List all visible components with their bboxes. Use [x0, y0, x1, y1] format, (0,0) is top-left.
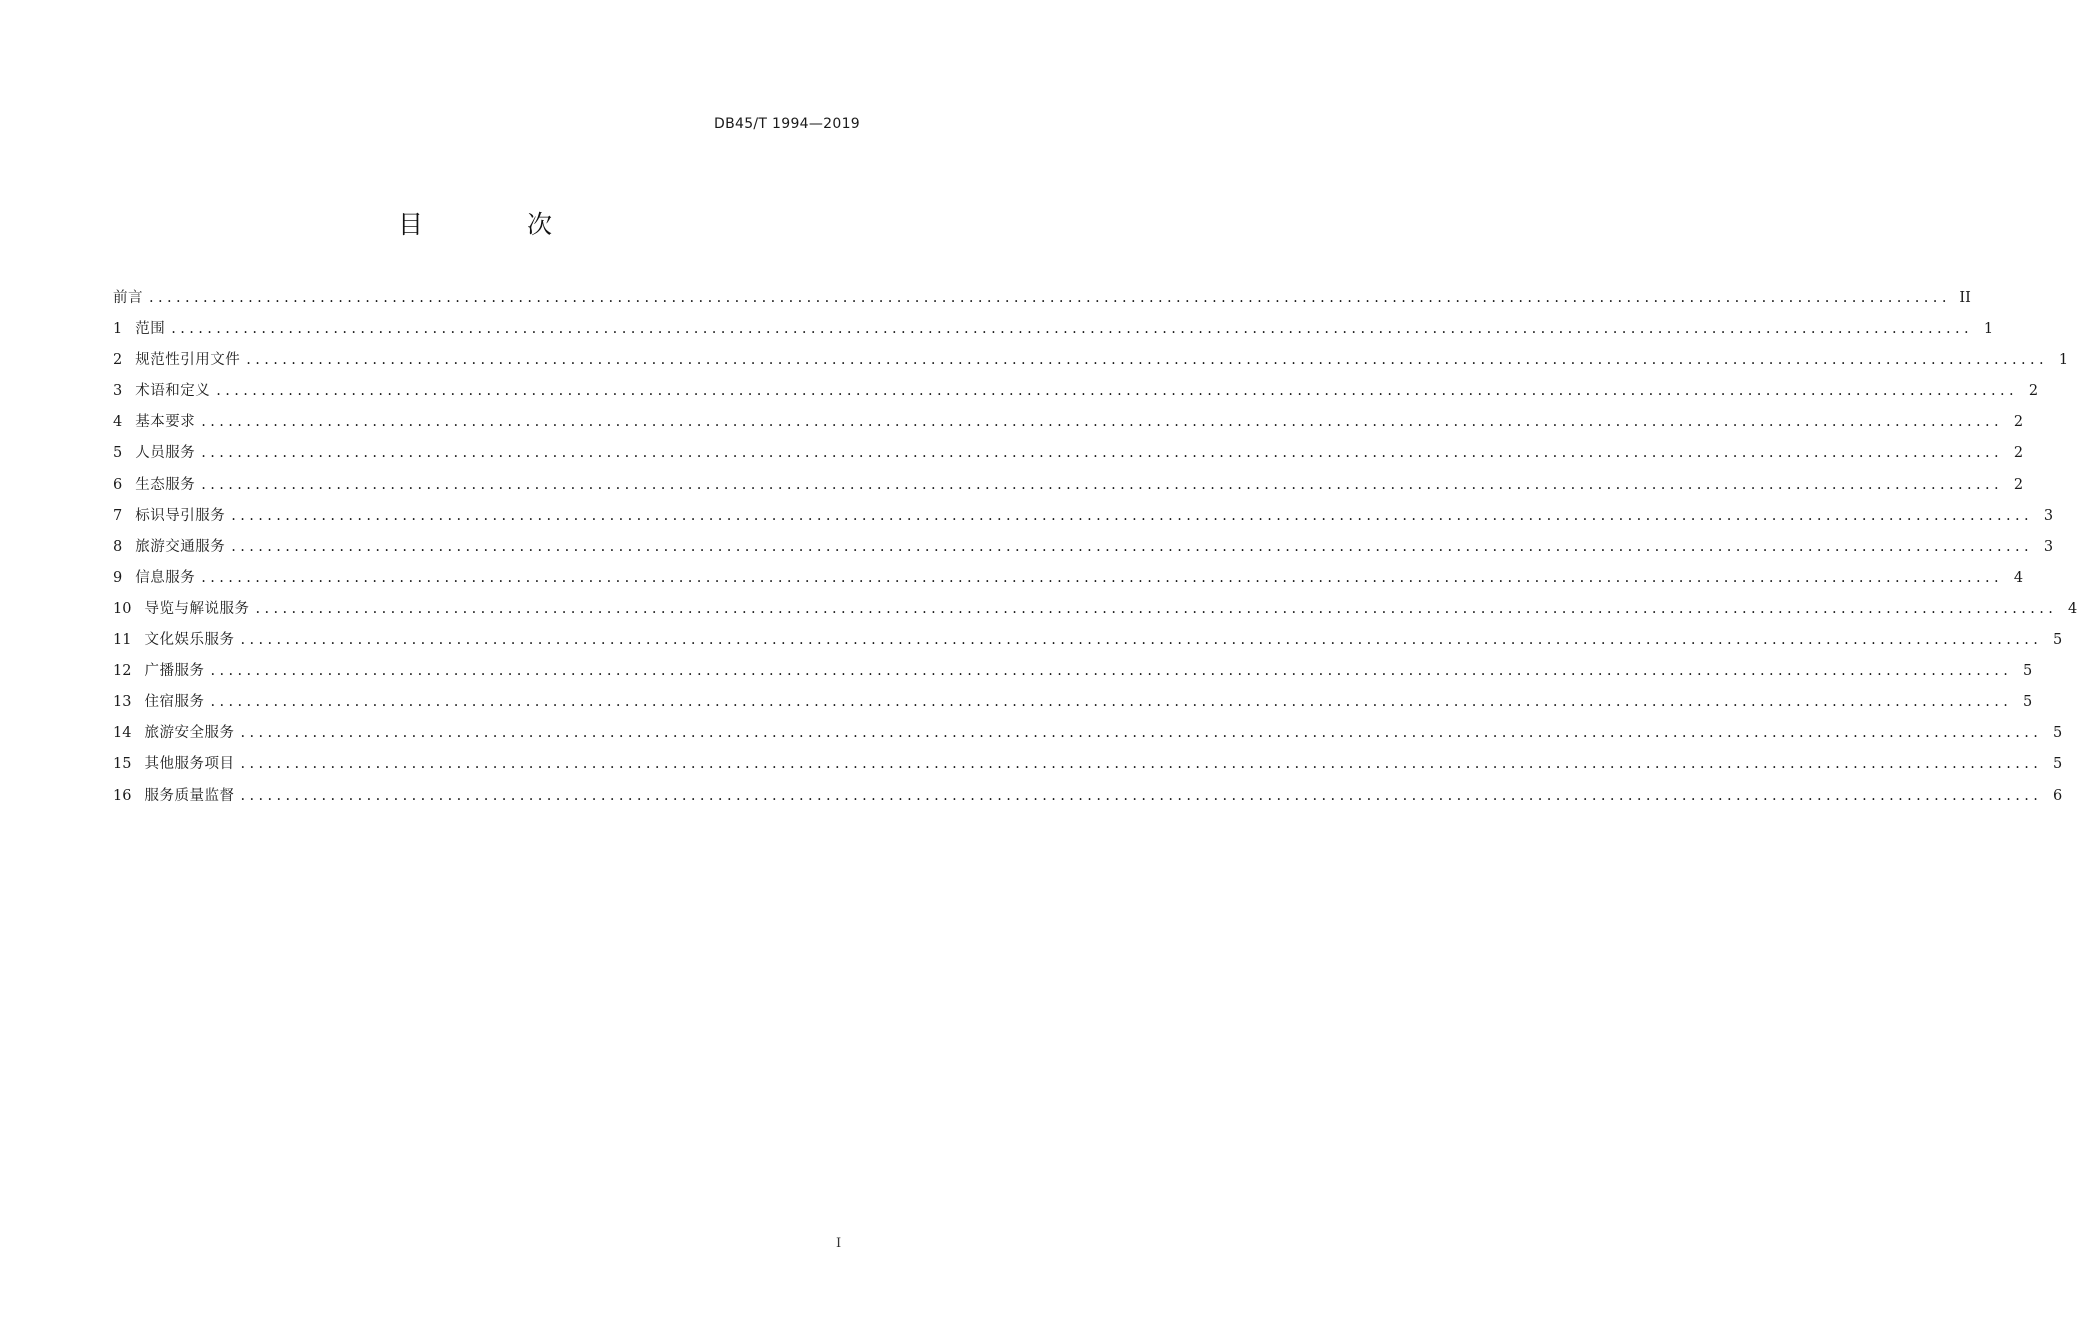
- toc-dot-leader: ........................................................................................................................................................................................................: [240, 756, 2043, 773]
- toc-dot-leader: ........................................................................................................................................................................................................: [255, 600, 2058, 617]
- toc-entry-title: 文化娱乐服务: [144, 632, 235, 649]
- toc-entry[interactable]: [113, 722, 2063, 753]
- toc-entry[interactable]: [113, 442, 2024, 473]
- toc-entry-title: 生态服务: [135, 476, 196, 493]
- toc-entry[interactable]: [113, 536, 2054, 567]
- document-code: DB45/T 1994—2019: [714, 116, 860, 132]
- toc-entry[interactable]: [113, 629, 2063, 660]
- toc-entry-title: 住宿服务: [144, 694, 205, 711]
- toc-dot-leader: ........................................................................................................................................................................................................: [246, 352, 2049, 369]
- toc-entry[interactable]: [113, 474, 2024, 505]
- toc-entry-page: 2: [2013, 476, 2024, 493]
- toc-entry[interactable]: [113, 411, 2024, 442]
- toc-entry-page: 1: [2058, 352, 2069, 369]
- toc-dot-leader: ........................................................................................................................................................................................................: [201, 414, 2004, 431]
- toc-entry-number: 9: [113, 569, 123, 586]
- toc-entry[interactable]: [113, 598, 2077, 629]
- toc-entry-page: 5: [2053, 725, 2063, 742]
- toc-dot-leader: ........................................................................................................................................................................................................: [231, 538, 2034, 555]
- toc-dot-leader: ........................................................................................................................................................................................................: [216, 383, 2019, 400]
- toc-entry-title: 标识导引服务: [135, 507, 226, 524]
- toc-entry-title: 范围: [135, 321, 166, 338]
- toc-entry-number: 15: [113, 756, 132, 773]
- toc-dot-leader: ........................................................................................................................................................................................................: [201, 445, 2004, 462]
- toc-dot-leader: ........................................................................................................................................................................................................: [201, 476, 2004, 493]
- toc-dot-leader: ........................................................................................................................................................................................................: [171, 321, 1974, 338]
- toc-entry-page: 2: [2013, 414, 2024, 431]
- toc-entry-page: 3: [2043, 507, 2054, 524]
- toc-entry-page: 2: [2013, 445, 2024, 462]
- toc-entry[interactable]: [113, 753, 2063, 784]
- page-number: I: [836, 1236, 842, 1251]
- toc-entry-number: 6: [113, 476, 123, 493]
- toc-entry-title: 前言: [113, 290, 143, 306]
- toc-entry-number: 1: [113, 321, 123, 338]
- toc-entry-page: 5: [2053, 756, 2063, 773]
- toc-entry-page: 5: [2023, 663, 2033, 680]
- toc-dot-leader: ........................................................................................................................................................................................................: [210, 694, 2013, 711]
- toc-entry-page: 4: [2013, 569, 2024, 586]
- toc-entry-title: 旅游交通服务: [135, 538, 226, 555]
- toc-title: 目 次: [398, 210, 600, 239]
- toc-dot-leader: ........................................................................................................................................................................................................: [210, 663, 2013, 680]
- toc-entry[interactable]: [113, 691, 2033, 722]
- toc-entry-number: 3: [113, 383, 123, 400]
- toc-entry-page: 5: [2053, 632, 2063, 649]
- toc-entry-number: 10: [113, 600, 132, 617]
- toc-entry-title: 其他服务项目: [144, 756, 235, 773]
- toc-entry-number: 16: [113, 787, 132, 804]
- toc-entry-page: 1: [1983, 321, 1994, 338]
- toc-entry-title: 人员服务: [135, 445, 196, 462]
- toc-entry-number: 14: [113, 725, 132, 742]
- toc-entry-number: 7: [113, 507, 123, 524]
- toc-entry-title: 信息服务: [135, 569, 196, 586]
- table-of-contents: [113, 287, 2077, 816]
- toc-entry-number: 4: [113, 414, 123, 431]
- toc-dot-leader: ........................................................................................................................................................................................................: [240, 787, 2043, 804]
- toc-entry-number: 8: [113, 538, 123, 555]
- toc-entry-title: 基本要求: [135, 414, 196, 431]
- toc-dot-leader: ........................................................................................................................................................................................................: [149, 290, 1951, 306]
- toc-entry[interactable]: [113, 785, 2063, 816]
- toc-entry[interactable]: [113, 660, 2033, 691]
- toc-entry-title: 旅游安全服务: [144, 725, 235, 742]
- toc-entry-number: 2: [113, 352, 123, 369]
- toc-entry-page: 2: [2028, 383, 2039, 400]
- toc-dot-leader: ........................................................................................................................................................................................................: [240, 725, 2043, 742]
- toc-dot-leader: ........................................................................................................................................................................................................: [231, 507, 2034, 524]
- toc-entry-number: 5: [113, 445, 123, 462]
- toc-entry-number: 12: [113, 663, 132, 680]
- toc-entry-number: 13: [113, 694, 132, 711]
- toc-entry-title: 导览与解说服务: [144, 600, 250, 617]
- toc-entry-title: 广播服务: [144, 663, 205, 680]
- toc-dot-leader: ........................................................................................................................................................................................................: [201, 569, 2004, 586]
- toc-entry-page: 6: [2053, 787, 2063, 804]
- toc-entry-page: II: [1959, 290, 1971, 306]
- toc-entry[interactable]: [113, 318, 1994, 349]
- toc-entry-title: 规范性引用文件: [135, 352, 241, 369]
- toc-entry-number: 11: [113, 632, 132, 649]
- toc-entry-page: 3: [2043, 538, 2054, 555]
- toc-entry[interactable]: [113, 505, 2054, 536]
- toc-dot-leader: ........................................................................................................................................................................................................: [240, 632, 2043, 649]
- toc-entry[interactable]: [113, 380, 2039, 411]
- toc-entry-page: 4: [2068, 600, 2077, 617]
- toc-entry-title: 服务质量监督: [144, 787, 235, 804]
- toc-entry[interactable]: [113, 349, 2069, 380]
- toc-entry[interactable]: [113, 567, 2024, 598]
- toc-entry[interactable]: [113, 287, 1971, 318]
- toc-entry-title: 术语和定义: [135, 383, 211, 400]
- toc-entry-page: 5: [2023, 694, 2033, 711]
